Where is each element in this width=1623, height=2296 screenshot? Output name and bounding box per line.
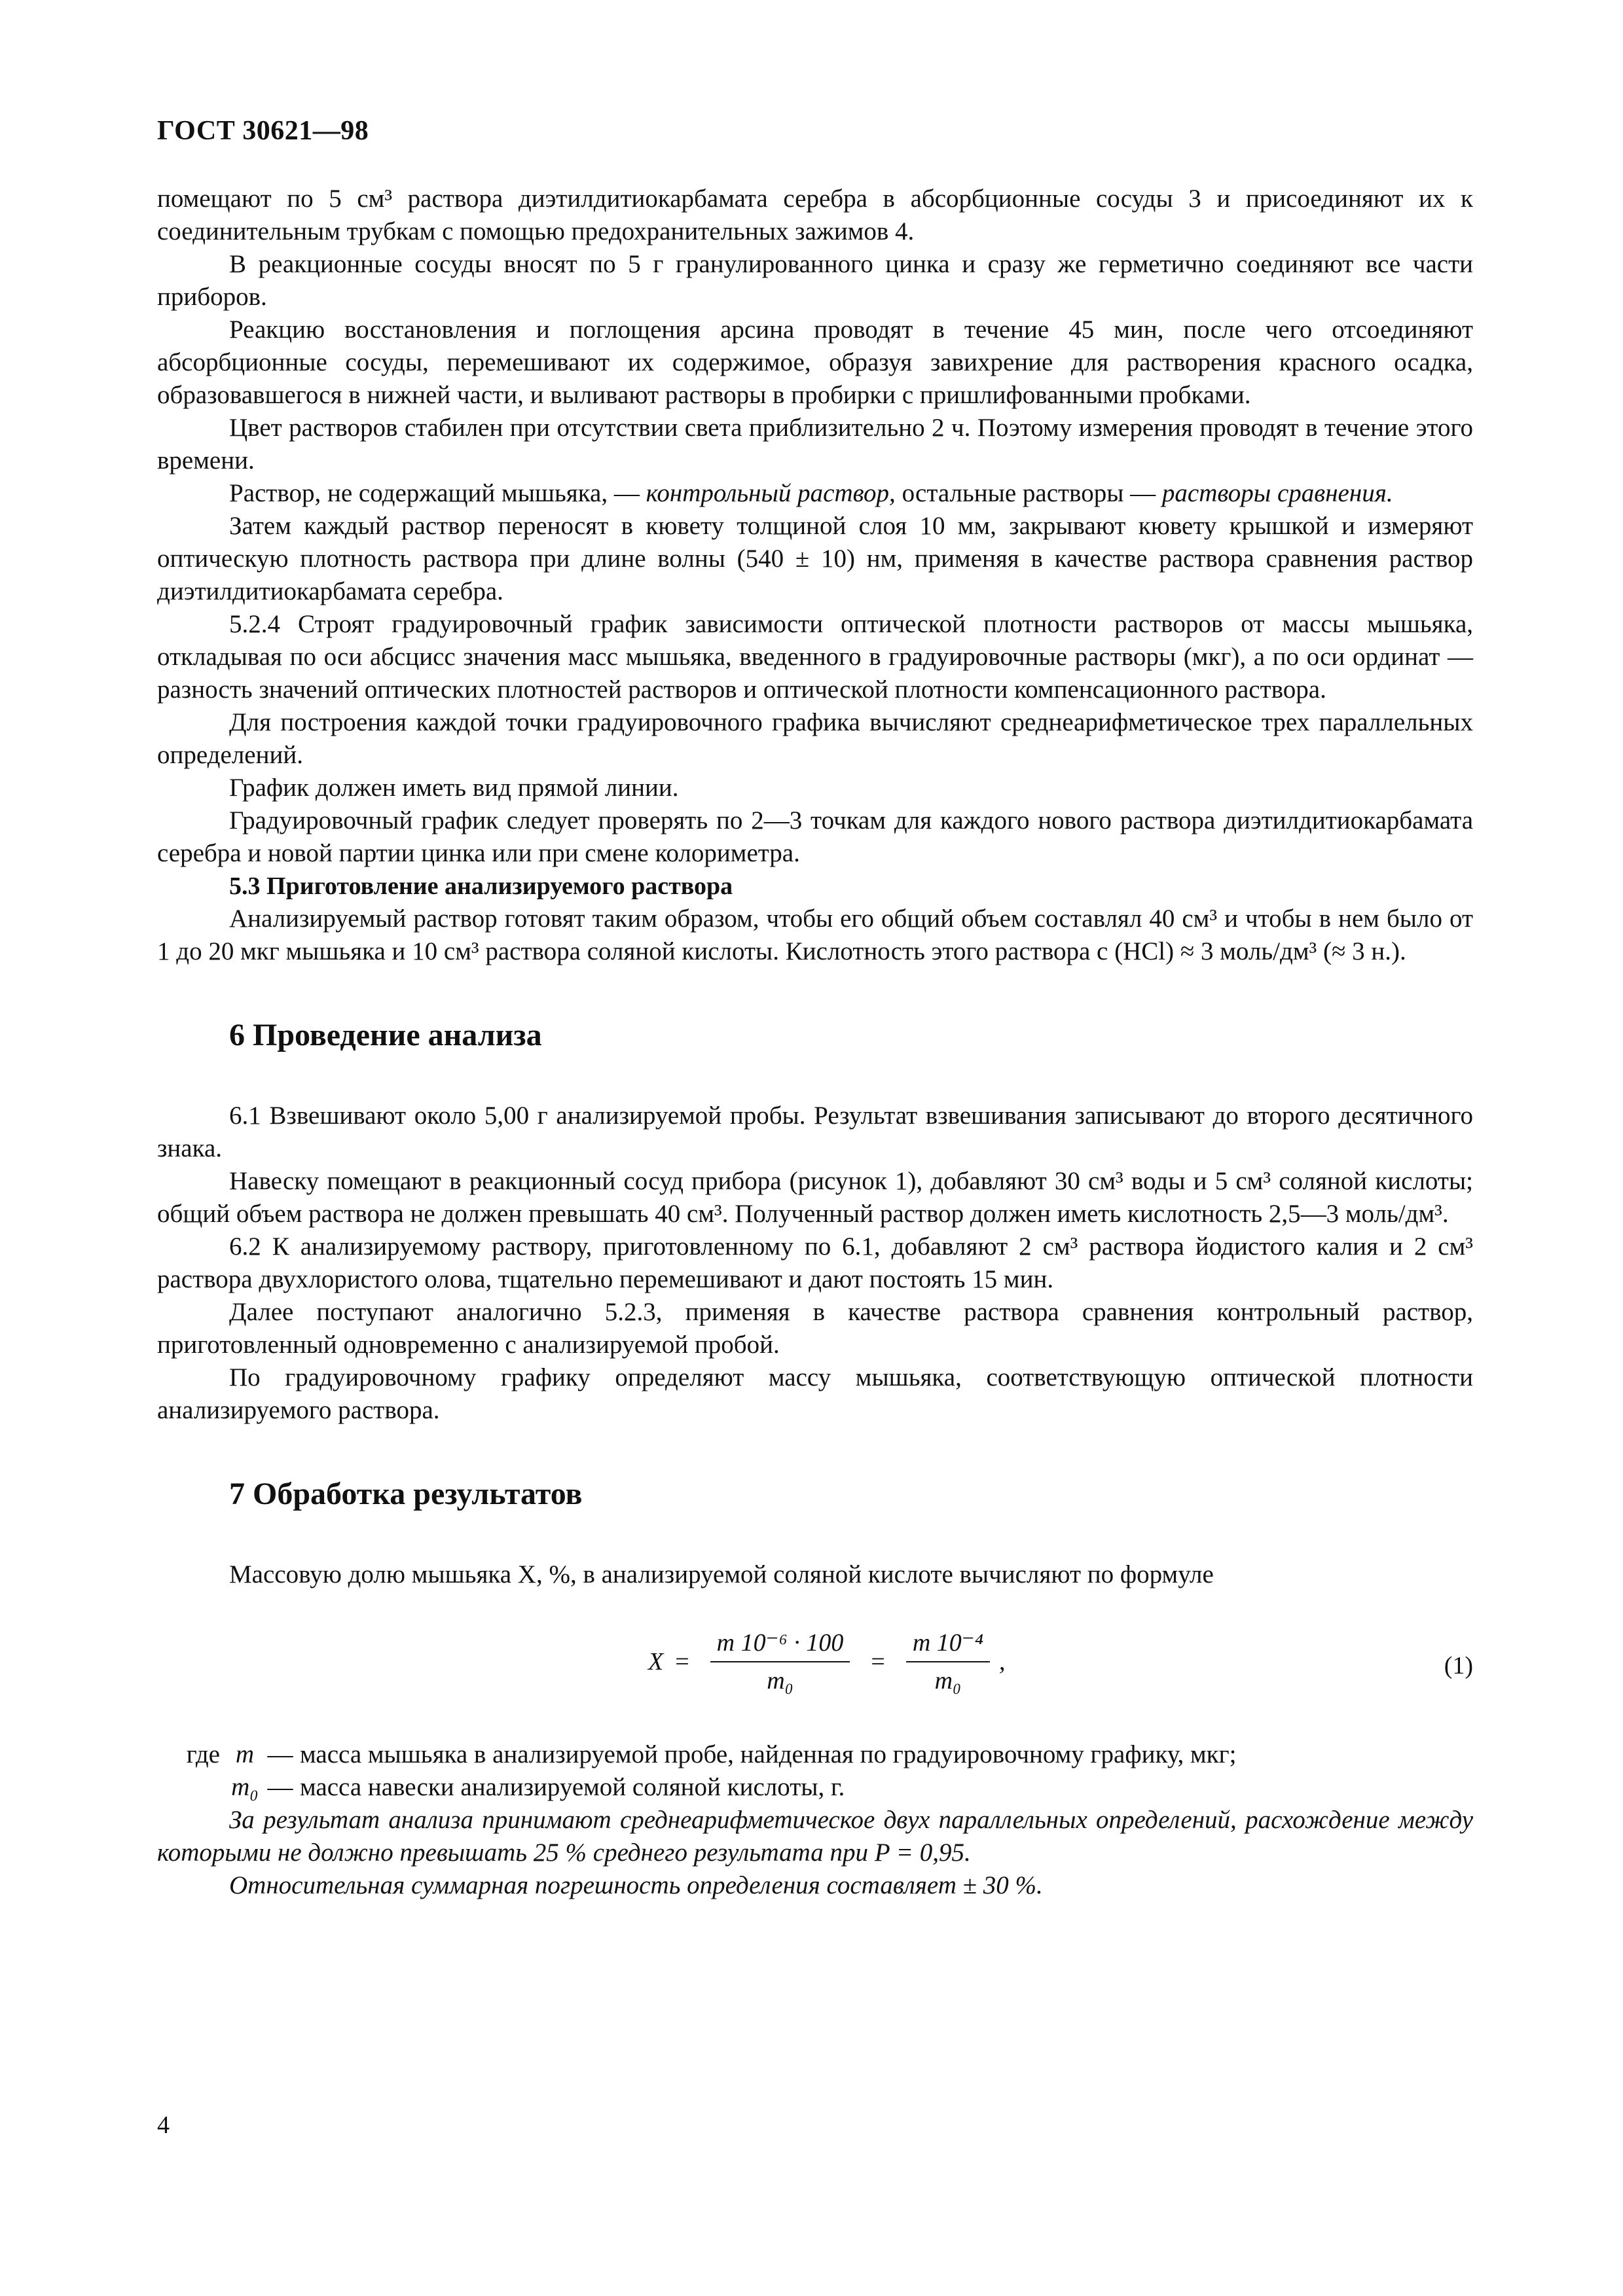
formula-equals: = xyxy=(871,1648,885,1676)
note-result: За результат анализа принимают среднеарифметическое двух параллельных определений, расхождение между которыми не должно превышать 25 % среднего результата при P = 0,95. xyxy=(157,1806,1473,1867)
paragraph-6-2-graph: По градуировочному графику определяют массу мышьяка, соответствующую оптической плотности анализируемого раствора. xyxy=(157,1363,1473,1424)
formula-1 xyxy=(648,1627,1006,1696)
section-title-7: 7 Обработка результатов xyxy=(229,1477,583,1511)
paragraph-calibration-check: Градуировочный график следует проверять по 2—3 точкам для каждого нового раствора диэтилдитиокарбамата серебра и новой партии цинка или при смене колориметра. xyxy=(157,806,1473,867)
legend-text: масса мышьяка в анализируемой пробе, найденная по градуировочному графику, мкг; xyxy=(300,1740,1237,1768)
paragraph-reaction: Реакцию восстановления и поглощения арсина проводят в течение 45 мин, после чего отсоединяют абсорбционные сосуды, перемешивают их содержимое, образуя завихрение для растворения красного осадка, образовавшегося в нижней части, и выливают растворы в пробирки с пришлифованными пробками. xyxy=(157,315,1473,409)
paragraph-color-stability: Цвет растворов стабилен при отсутствии света приблизительно 2 ч. Поэтому измерения проводят в течение этого времени. xyxy=(157,414,1473,475)
legend-text: масса навески анализируемой соляной кислоты, г. xyxy=(300,1773,845,1801)
formula-comma: , xyxy=(999,1648,1006,1676)
formula-legend xyxy=(157,1738,1473,1804)
term-comparison-solutions: растворы сравнения. xyxy=(1161,479,1393,507)
formula-block xyxy=(157,1621,1473,1719)
formula-numerator-1: m 10⁻⁶ · 100 xyxy=(710,1627,850,1662)
formula-denominator-2: m₀ xyxy=(934,1667,962,1695)
text-segment: Раствор, не содержащий мышьяка, — xyxy=(229,479,646,507)
paragraph-average: Для построения каждой точки градуировочного графика вычисляют среднеарифметическое трех параллельных определений. xyxy=(157,708,1473,769)
paragraph-linear: График должен иметь вид прямой линии. xyxy=(229,774,679,802)
paragraph-6-1: 6.1 Взвешивают около 5,00 г анализируемой пробы. Результат взвешивания записывают до второго десятичного знака. xyxy=(157,1102,1473,1162)
legend-dash: — xyxy=(267,1740,293,1768)
section-title-6: 6 Проведение анализа xyxy=(229,1018,542,1052)
paragraph-5-3: Анализируемый раствор готовят таким образом, чтобы его общий объем составлял 40 см³ и чтобы в нем было от 1 до 20 мкг мышьяка и 10 см³ раствора соляной кислоты. Кислотность этого раствора c (HCl) ≈ 3 моль/дм³ (≈ 3 н.). xyxy=(157,905,1473,965)
document-header: ГОСТ 30621—98 xyxy=(157,116,369,146)
formula-fraction-2 xyxy=(906,1627,990,1696)
document-page xyxy=(157,115,1473,1902)
legend-dash: — xyxy=(267,1773,293,1801)
formula-numerator-2: m 10⁻⁴ xyxy=(906,1627,990,1662)
paragraph-5-2-4: 5.2.4 Строят градуировочный график зависимости оптической плотности растворов от массы мышьяка, откладывая по оси абсцисс значения масс мышьяка, введенного в градуировочные растворы (мкг), а по оси ординат — разность значений оптических плотностей растворов и оптической плотности компенсационного раствора. xyxy=(157,610,1473,704)
paragraph-cuvette: Затем каждый раствор переносят в кювету толщиной слоя 10 мм, закрывают кювету крышкой и измеряют оптическую плотность раствора при длине волны (540 ± 10) нм, применяя в качестве раствора сравнения раствор диэтилдитиокарбамата серебра. xyxy=(157,512,1473,605)
term-control-solution: контрольный раствор, xyxy=(646,479,896,507)
paragraph-zinc: В реакционные сосуды вносят по 5 г гранулированного цинка и сразу же герметично соединяют все части приборов. xyxy=(157,250,1473,311)
legend-prefix: где xyxy=(186,1740,220,1768)
paragraph-6-1-sample: Навеску помещают в реакционный сосуд прибора (рисунок 1), добавляют 30 см³ воды и 5 см³ соляной кислоты; общий объем раствора не должен превышать 40 см³. Полученный раствор должен иметь кислотность 2,5—3 моль/дм³. xyxy=(157,1167,1473,1228)
legend-symbol: m₀ xyxy=(231,1773,259,1801)
text-segment: остальные растворы — xyxy=(895,479,1162,507)
paragraph-7-intro: Массовую долю мышьяка X, %, в анализируемой соляной кислоте вычисляют по формуле xyxy=(229,1560,1214,1588)
paragraph-6-2-next: Далее поступают аналогично 5.2.3, применяя в качестве раствора сравнения контрольный раствор, приготовленный одновременно с анализируемой пробой. xyxy=(157,1298,1473,1359)
formula-denominator-1: m₀ xyxy=(767,1667,793,1695)
formula-fraction-1 xyxy=(710,1627,850,1696)
paragraph-control-solution xyxy=(157,477,1473,510)
paragraph-6-2: 6.2 К анализируемому раствору, приготовленному по 6.1, добавляют 2 см³ раствора йодистого калия и 2 см³ раствора двухлористого олова, тщательно перемешивают и дают постоять 15 мин. xyxy=(157,1232,1473,1293)
page-number: 4 xyxy=(157,2111,170,2139)
legend-symbol: m xyxy=(235,1740,255,1768)
note-error: Относительная суммарная погрешность определения составляет ± 30 %. xyxy=(229,1871,1043,1899)
legend-prefix xyxy=(157,1771,229,1804)
formula-equals: = xyxy=(675,1648,689,1676)
formula-lhs: X xyxy=(648,1648,664,1676)
formula-number: (1) xyxy=(1444,1652,1473,1679)
subsection-title-5-3: 5.3 Приготовление анализируемого раствора xyxy=(229,872,733,900)
paragraph-5-2-continued: помещают по 5 см³ раствора диэтилдитиокарбамата серебра в абсорбционные сосуды 3 и присоединяют их к соединительным трубкам с помощью предохранительных зажимов 4. xyxy=(157,185,1473,245)
